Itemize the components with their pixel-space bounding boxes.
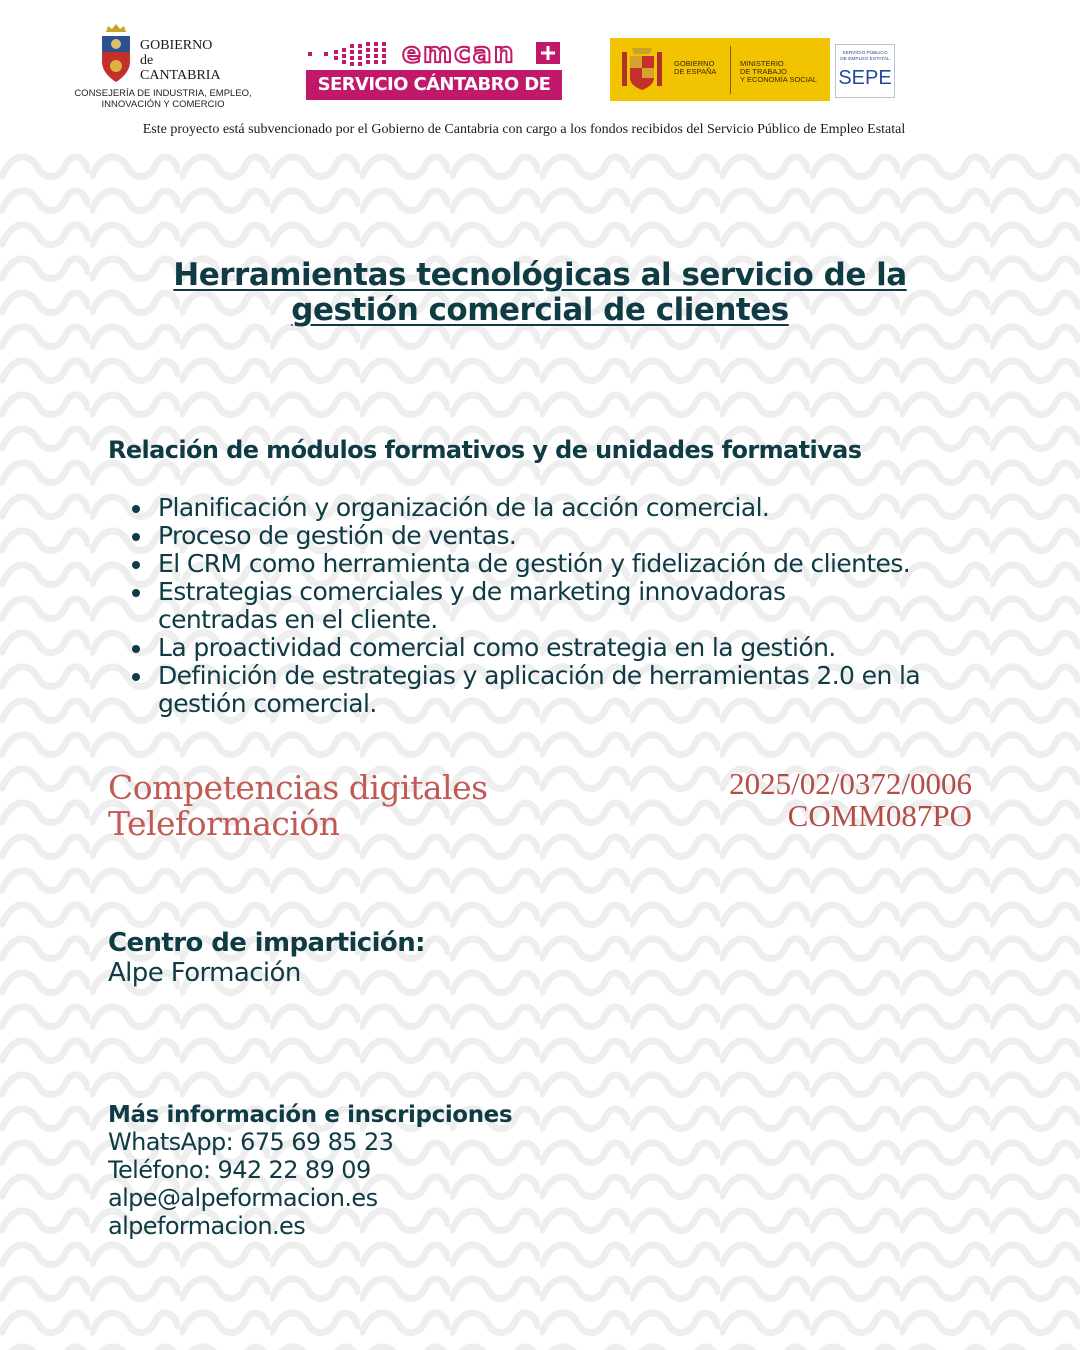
contact-details (108, 1128, 393, 1240)
sepe-logo (835, 44, 895, 98)
contact-email[interactable]: alpe@alpeformacion.es (108, 1184, 378, 1212)
course-modality-block (108, 770, 488, 842)
emcan-logo (306, 36, 562, 125)
sepe-logo-icon: SEPE (838, 67, 892, 89)
gobierno-line-1: GOBIERNO (140, 38, 213, 53)
course-title-line-1: Herramientas tecnológicas al servicio de la (173, 257, 907, 293)
modules-list (108, 494, 1038, 718)
emcan-wordmark: emcan (402, 36, 516, 69)
contact-phone: Teléfono: 942 22 89 09 (108, 1156, 371, 1184)
course-code: COMM087PO (787, 798, 972, 833)
modules-heading: Relación de módulos formativos y de unidades formativas (108, 436, 862, 464)
module-item: Planificación y organización de la acción comercial. (158, 494, 1038, 522)
ministerio-logo (610, 38, 830, 101)
emcan-tagline: SERVICIO CÁNTABRO DE EMPLEO (306, 70, 562, 100)
contact-website[interactable]: alpeformacion.es (108, 1212, 306, 1240)
ministerio-divider (730, 46, 731, 94)
course-modality: Teleformación (108, 804, 340, 843)
course-title (100, 258, 980, 328)
ministerio-line-1: MINISTERIO (740, 59, 784, 68)
module-item: Estrategias comerciales y de marketing innovadoras centradas en el cliente. (158, 578, 858, 634)
ministerio-line-3: Y ECONOMÍA SOCIAL (740, 75, 817, 84)
gobierno-cantabria-logo (68, 22, 258, 112)
escudo-espana-icon (620, 44, 664, 94)
ministerio-line-2: DE TRABAJO (740, 67, 787, 76)
sepe-small-line-1: SERVICIO PÚBLICO (842, 51, 888, 56)
consejeria-line-2: INNOVACIÓN Y COMERCIO (101, 99, 225, 110)
module-item: El CRM como herramienta de gestión y fidelización de clientes. (158, 550, 1038, 578)
course-category: Competencias digitales (108, 768, 488, 807)
ministerio-text (740, 60, 817, 84)
contact-heading: Más información e inscripciones (108, 1102, 513, 1128)
gobierno-line-2: de (140, 53, 154, 68)
module-item: Proceso de gestión de ventas. (158, 522, 1038, 550)
centro-name: Alpe Formación (108, 958, 301, 988)
consejeria-line-1: CONSEJERÍA DE INDUSTRIA, EMPLEO, (74, 88, 252, 99)
gobierno-cantabria-text (140, 38, 221, 83)
gobierno-espana-text (674, 60, 716, 76)
sepe-small-line-2: DE EMPLEO ESTATAL (840, 56, 890, 62)
course-codes-block (729, 768, 972, 832)
sepe-small-text (839, 51, 891, 62)
consejeria-text (68, 88, 258, 110)
gob-espana-line-2: DE ESPAÑA (674, 67, 717, 76)
subvencion-notice: Este proyecto está subvencionado por el Gobierno de Cantabria con cargo a los fondos recibidos del Servicio Público de Empleo Estatal (142, 122, 906, 137)
gobierno-line-3: CANTABRIA (140, 68, 221, 83)
gob-espana-line-1: GOBIERNO (674, 59, 715, 68)
course-expediente: 2025/02/0372/0006 (729, 766, 972, 801)
contact-whatsapp: WhatsApp: 675 69 85 23 (108, 1128, 394, 1156)
module-item: La proactividad comercial como estrategia en la gestión. (158, 634, 1038, 662)
module-item: Definición de estrategias y aplicación de herramientas 2.0 en la gestión comercial. (158, 662, 978, 718)
centro-heading: Centro de impartición: (108, 928, 425, 958)
gobierno-cantabria-shield-icon (98, 22, 134, 86)
header-logos (0, 0, 1080, 150)
course-title-line-2: gestión comercial de clientes (291, 292, 789, 328)
